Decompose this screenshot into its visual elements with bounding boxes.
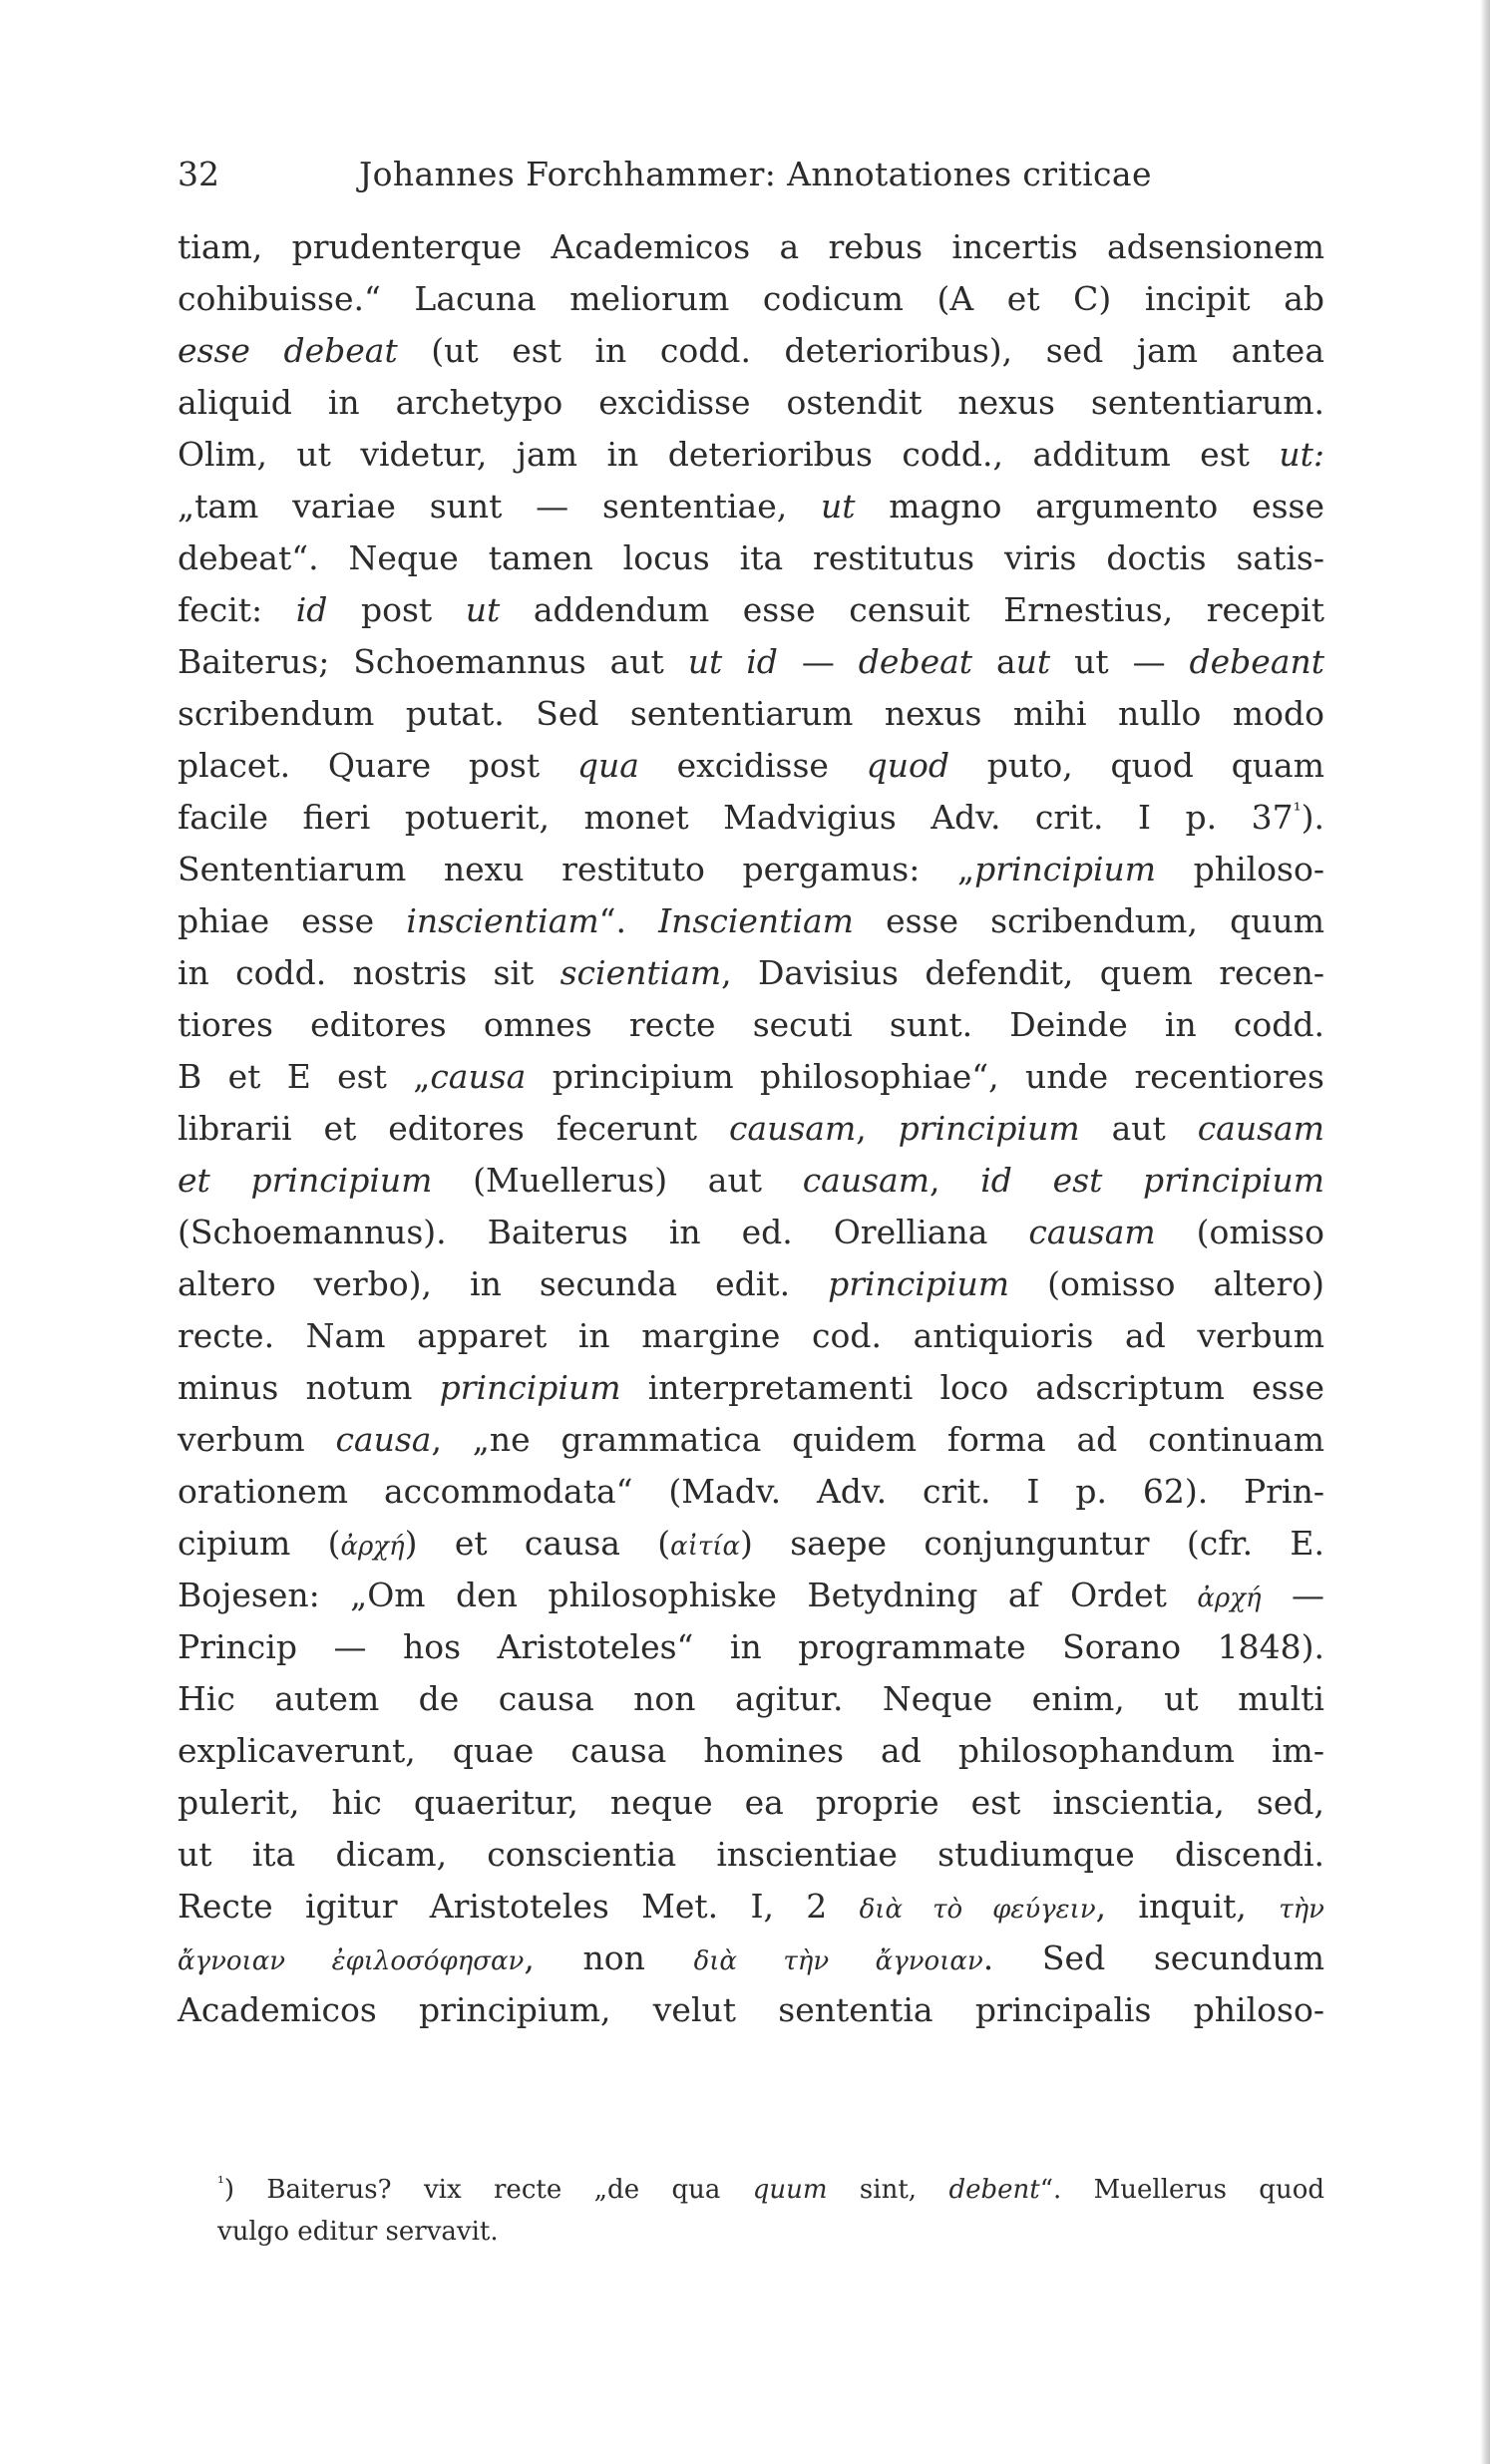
body-line: Bojesen: „Om den philosophiske Betydning af Ordet ἀρχή — (178, 1576, 1324, 1614)
body-line: Recte igitur Aristoteles Met. I, 2 διὰ τὸ φεύγειν, inquit, τὴν (178, 1887, 1324, 1926)
body-line: scribendum putat. Sed sententiarum nexus mihi nullo modo (178, 694, 1324, 733)
footnote-line: $^{^1}$) Baiterus? vix recte „de qua quum sint, debent“. Muellerus quod (217, 2173, 1324, 2205)
body-line: Olim, ut videtur, jam in deterioribus codd., additum est ut: (178, 435, 1324, 474)
running-title: Johannes Forchhammer: Annotationes criticae (359, 155, 1152, 193)
body-line: phiae esse inscientiam“. Inscientiam esse scribendum, quum (178, 901, 1324, 940)
body-line: ἄγνοιαν ἐφιλοσόφησαν, non διὰ τὴν ἄγνοιαν. Sed secundum (178, 1938, 1324, 1977)
footnote (217, 2169, 1324, 2253)
body-line: fecit: id post ut addendum esse censuit Ernestius, recepit (178, 590, 1324, 629)
body-line: (Schoemannus). Baiterus in ed. Orelliana causam (omisso (178, 1213, 1324, 1251)
body-line: pulerit, hic quaeritur, neque ea proprie est inscientia, sed, (178, 1783, 1324, 1822)
body-line: cipium (ἀρχή) et causa (αἰτία) saepe conjunguntur (cfr. E. (178, 1524, 1324, 1563)
body-line: explicaverunt, quae causa homines ad philosophandum im- (178, 1731, 1324, 1770)
body-line: verbum causa, „ne grammatica quidem forma ad continuam (178, 1420, 1324, 1459)
body-line: Sententiarum nexu restituto pergamus: „principium philoso- (178, 850, 1324, 888)
body-line: „tam variae sunt — sententiae, ut magno argumento esse (178, 487, 1324, 526)
body-line: esse debeat (ut est in codd. deterioribus), sed jam antea (178, 331, 1324, 370)
body-line: ut ita dicam, conscientia inscientiae studiumque discendi. (178, 1835, 1324, 1874)
body-line: tiores editores omnes recte secuti sunt. Deinde in codd. (178, 1005, 1324, 1044)
body-line: recte. Nam apparet in margine cod. antiquioris ad verbum (178, 1316, 1324, 1355)
body-line: cohibuisse.“ Lacuna meliorum codicum (A et C) incipit ab (178, 279, 1324, 318)
body-line: et principium (Muellerus) aut causam, id est principium (178, 1161, 1324, 1200)
body-line: aliquid in archetypo excidisse ostendit nexus sententiarum. (178, 383, 1324, 422)
footnote-line: vulgo editur servavit. (217, 2217, 499, 2247)
body-line: librarii et editores fecerunt causam, principium aut causam (178, 1109, 1324, 1148)
body-line: orationem accommodata“ (Madv. Adv. crit. I p. 62). Prin- (178, 1472, 1324, 1511)
body-line: facile fieri potuerit, monet Madvigius Adv. crit. I p. $37^{^1}$). (178, 798, 1324, 837)
body-line: Baiterus; Schoemannus aut ut id — debeat aut ut — debeant (178, 642, 1325, 681)
body-line: debeat“. Neque tamen locus ita restitutus viris doctis satis- (178, 538, 1324, 577)
body-line: minus notum principium interpretamenti loco adscriptum esse (178, 1368, 1325, 1407)
body-line: altero verbo), in secunda edit. principium (omisso altero) (178, 1264, 1325, 1303)
body-line: Princip — hos Aristoteles“ in programmate Sorano 1848). (178, 1627, 1324, 1666)
page-edge-shadow (1480, 0, 1490, 2464)
body-line: in codd. nostris sit scientiam, Davisius defendit, quem recen- (178, 953, 1324, 992)
body-line: Academicos principium, velut sententia principalis philoso- (178, 1990, 1324, 2029)
running-head (178, 150, 1324, 199)
body-line: tiam, prudenterque Academicos a rebus incertis adsensionem (178, 227, 1324, 266)
page-number: 32 (178, 155, 219, 193)
body-line: Hic autem de causa non agitur. Neque enim, ut multi (178, 1679, 1324, 1718)
body-line: B et E est „causa principium philosophiae“, unde recentiores (178, 1057, 1324, 1096)
body-text (178, 221, 1324, 2036)
body-line: placet. Quare post qua excidisse quod puto, quod quam (178, 746, 1325, 785)
